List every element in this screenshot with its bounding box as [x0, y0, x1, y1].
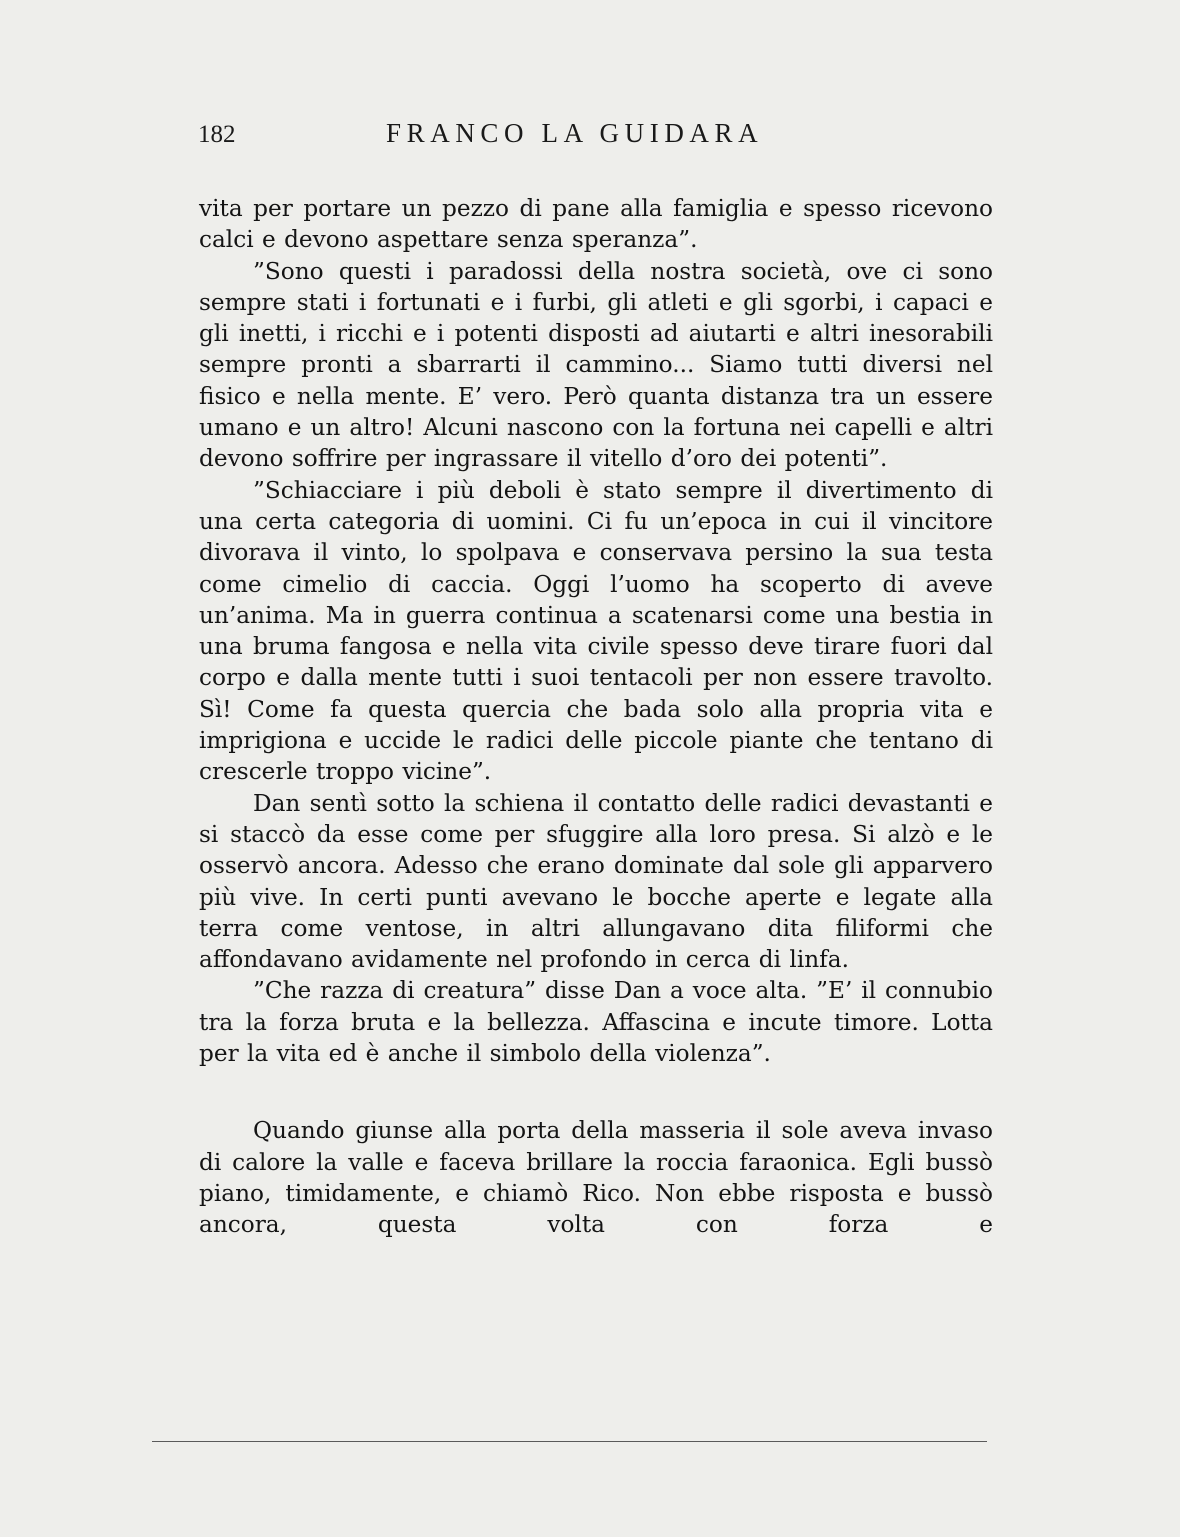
- paragraph: ”Sono questi i paradossi della nostra società, ove ci sono sempre stati i fortunati e i furbi, gli atleti e gli sgorbi, i capaci e gli inetti, i ricchi e i potenti disposti ad aiutarti e altri inesorabili sempre pronti a sbarrarti il cammino... Siamo tutti diversi nel fisico e nella mente. E’ vero. Però quanta distanza tra un essere umano e un altro! Alcuni nascono con la fortuna nei capelli e altri devono soffrire per ingrassare il vitello d’oro dei potenti”.: [199, 257, 993, 473]
- paragraph: Quando giunse alla porta della masseria il sole aveva invaso di calore la valle e faceva brillare la roccia faraonica. Egli bussò piano, timidamente, e chiamò Rico. Non ebbe risposta e bussò ancora, questa volta con forza e: [199, 1117, 993, 1239]
- running-head: [198, 116, 798, 156]
- paragraph: vita per portare un pezzo di pane alla famiglia e spesso ricevono calci e devono aspettare senza speranza”.: [199, 195, 993, 254]
- footer-rule: [152, 1441, 987, 1442]
- running-title: FRANCO LA GUIDARA: [386, 118, 764, 148]
- paragraph: ”Schiacciare i più deboli è stato sempre il divertimento di una certa categoria di uomini. Ci fu un’epoca in cui il vincitore divorava il vinto, lo spolpava e conservava persino la sua testa come cimelio di caccia. Oggi l’uomo ha scoperto di aveve un’anima. Ma in guerra continua a scatenarsi come una bestia in una bruma fangosa e nella vita civile spesso deve tirare fuori dal corpo e dalla mente tutti i suoi tentacoli per non essere travolto. Sì! Come fa questa quercia che bada solo alla propria vita e imprigiona e uccide le radici delle piccole piante che tentano di crescerle troppo vicine”.: [199, 476, 993, 786]
- page-number: 182: [198, 121, 236, 148]
- paragraph: ”Che razza di creatura” disse Dan a voce alta. ”E’ il connubio tra la forza bruta e la bellezza. Affascina e incute timore. Lotta per la vita ed è anche il simbolo della violenza”.: [199, 977, 993, 1068]
- body-text: [199, 193, 993, 1241]
- paragraph: Dan sentì sotto la schiena il contatto delle radici devastanti e si staccò da esse come per sfuggire alla loro presa. Si alzò e le osservò ancora. Adesso che erano dominate dal sole gli apparvero più vive. In certi punti avevano le bocche aperte e legate alla terra come ventose, in altri allungavano dita filiformi che affondavano avidamente nel profondo in cerca di linfa.: [199, 789, 993, 974]
- section-break: [199, 1069, 993, 1115]
